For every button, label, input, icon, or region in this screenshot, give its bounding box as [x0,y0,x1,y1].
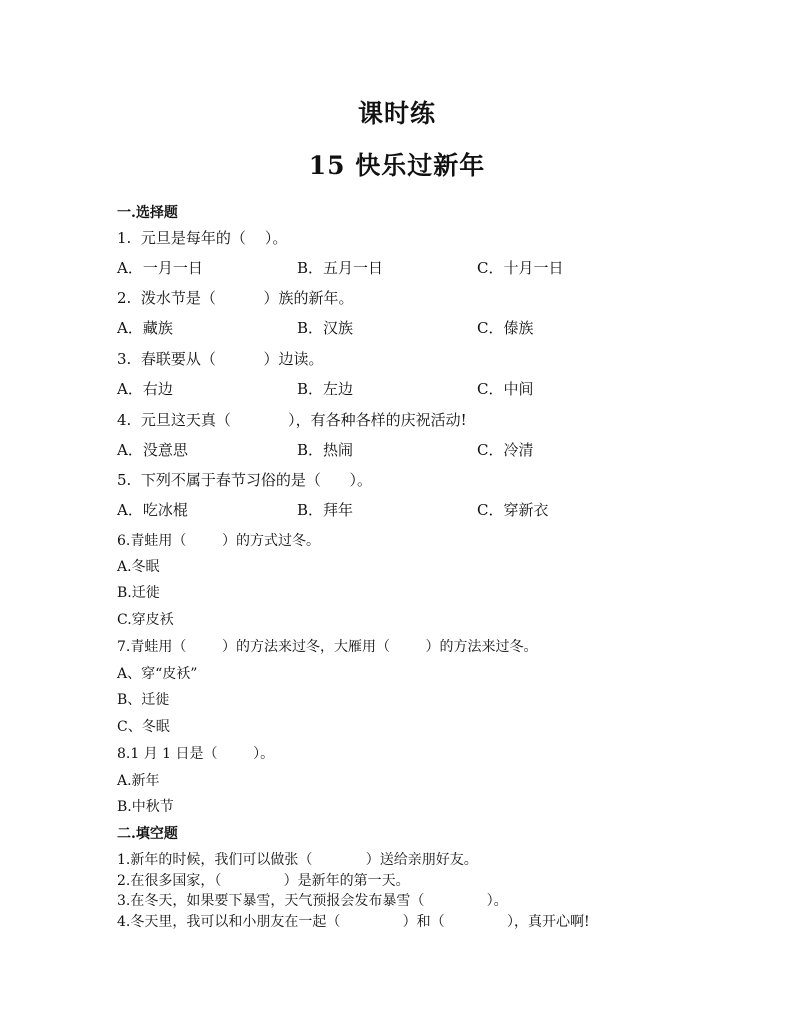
q1-option-c: C．十月一日 [477,259,564,277]
fill-item-2: 2.在很多国家，（ ）是新年的第一天。 [117,873,410,889]
q8-option-a: A.新年 [117,773,160,789]
question-2: 2. 泼水节是（ ）族的新年。 [117,289,354,307]
q1-option-a: A．一月一日 [117,259,203,277]
q2-option-b: B．汉族 [297,319,354,337]
question-3: 3. 春联要从（ ）边读。 [117,350,324,368]
q7-option-b: B、迁徙 [117,692,170,708]
q6-option-c: C.穿皮袄 [117,612,174,628]
q7-option-c: C、冬眠 [117,719,170,735]
q8-option-b: B.中秋节 [117,799,174,815]
q5-option-a: A．吃冰棍 [117,501,188,519]
q1-option-b: B．五月一日 [297,259,384,277]
q3-option-b: B．左边 [297,380,354,398]
question-8: 8.1 月 1 日是（ ）。 [117,746,275,762]
q4-option-b: B．热闹 [297,441,354,459]
q4-option-c: C．冷清 [477,441,534,459]
section-heading-fill: 二.填空题 [117,826,178,842]
q2-option-c: C．傣族 [477,319,534,337]
lesson-title: 15 快乐过新年 [308,151,486,180]
q3-option-a: A．右边 [117,380,173,398]
question-6: 6.青蛙用（ ）的方式过冬。 [117,533,320,549]
q5-option-c: C．穿新衣 [477,501,549,519]
q6-option-a: A.冬眠 [117,559,160,575]
question-5: 5. 下列不属于春节习俗的是（ ）。 [117,471,372,489]
question-1: 1. 元旦是每年的（ ）。 [117,229,288,247]
fill-item-4: 4.冬天里，我可以和小朋友在一起（ ）和（ ），真开心啊! [117,914,590,930]
page-title: 课时练 [357,99,436,128]
q4-option-a: A．没意思 [117,441,188,459]
q6-option-b: B.迁徙 [117,585,160,601]
q5-option-b: B．拜年 [297,501,354,519]
q7-option-a: A、穿“皮袄” [117,666,198,682]
question-7: 7.青蛙用（ ）的方法来过冬，大雁用（ ）的方法来过冬。 [117,639,538,655]
section-heading-choice: 一.选择题 [117,205,178,221]
q2-option-a: A．藏族 [117,319,173,337]
q3-option-c: C．中间 [477,380,534,398]
fill-item-3: 3.在冬天，如果要下暴雪，天气预报会发布暴雪（ ）。 [117,893,508,909]
question-4: 4. 元旦这天真（ ），有各种各样的庆祝活动! [117,411,467,429]
fill-item-1: 1.新年的时候，我们可以做张（ ）送给亲朋好友。 [117,852,478,868]
